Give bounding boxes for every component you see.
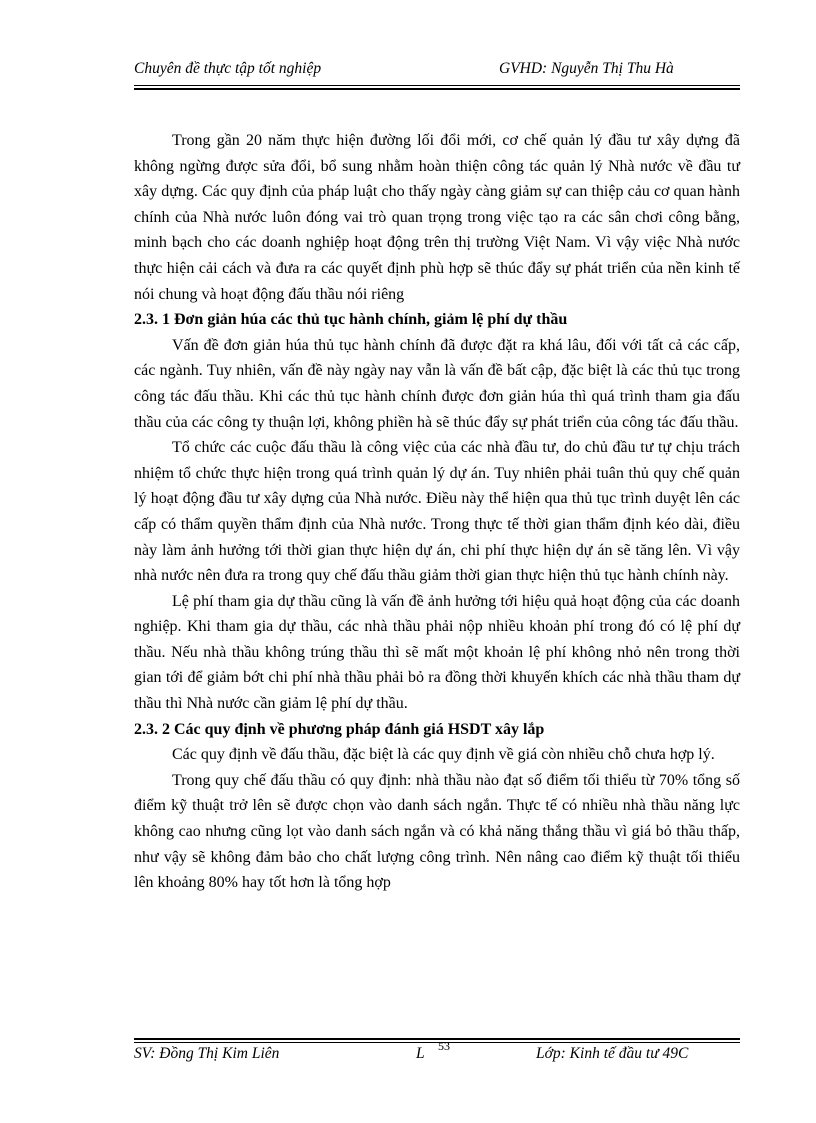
footer-class-name: Lớp: Kinh tế đầu tư 49C [536,1045,689,1062]
body-paragraph: Trong quy chế đấu thầu có quy định: nhà thầu nào đạt số điểm tối thiểu từ 70% tổng số điểm kỹ thuật trở lên sẽ được chọn vào danh sách ngắn. Thực tế có nhiều nhà thầu năng lực không cao nhưng cũng lọt vào danh sách ngắn và có khả năng thắng thầu vì giá bỏ thầu thấp, như vậy sẽ không đảm bảo cho chất lượng công trình. Nên nâng cao điểm kỹ thuật tối thiểu lên khoảng 80% hay tốt hơn là tổng hợp [134,771,740,892]
body-paragraph: Vấn đề đơn giản húa thủ tục hành chính đã được đặt ra khá lâu, đối với tất cả các cấp, các ngành. Tuy nhiên, vấn đề này ngày nay vẫn là vấn đề bất cập, đặc biệt là các thủ tục trong công tác đấu thầu. Khi các thủ tục hành chính được đơn giản húa thì quá trình tham gia đấu thầu của các công ty thuận lợi, không phiền hà sẽ thúc đẩy sự phát triển của công tác đấu thầu. [134,336,740,431]
header-rule-thin [134,85,740,86]
body-paragraph: Trong gần 20 năm thực hiện đường lối đổi mới, cơ chế quản lý đầu tư xây dựng đã không ngừng được sửa đổi, bổ sung nhằm hoàn thiện công tác quản lý Nhà nước về đầu tư xây dựng. Các quy định của pháp luật cho thấy ngày càng giảm sự can thiệp cảu cơ quan hành chính của Nhà nước luôn đóng vai trò quan trọng trong việc tạo ra các sân chơi công bằng, minh bạch cho các doanh nghiệp hoạt động trên thị trường Việt Nam. Vì vậy việc Nhà nước thực hiện cải cách và đưa ra các quyết định phù hợp sẽ thúc đẩy sự phát triển của nền kinh tế nói chung và hoạt động đấu thầu nói riêng [134,132,740,303]
header-left-text: Chuyên đề thực tập tốt nghiệp [134,60,322,77]
body-paragraph: Tổ chức các cuộc đấu thầu là công việc của các nhà đầu tư, do chủ đầu tư tự chịu trách nhiệm tổ chức thực hiện trong quá trình quản lý dự án. Tuy nhiên phải tuân thủ quy chế quản lý hoạt động đầu tư xây dựng của Nhà nước. Điều này thể hiện qua thủ tục trình duyệt lên các cấp có thẩm quyền thẩm định của Nhà nước. Trong thực tế thời gian thẩm định kéo dài, điều này làm ảnh hưởng tới thời gian thực hiện dự án, chi phí thực hiện dự án sẽ tăng lên. Vì vậy nhà nước nên đưa ra trong quy chế đấu thầu giảm thời gian thực hiện thủ tục hành chính này. [134,439,740,585]
section-heading: 2.3. 2 Các quy định về phương pháp đánh giá HSDT xây lắp [134,720,545,738]
footer-rule-thin [134,1042,740,1043]
footer-student-name: SV: Đồng Thị Kim Liên [134,1045,280,1062]
page-header [134,60,740,86]
page-footer [134,1039,740,1069]
header-right-text: GVHD: Nguyễn Thị Thu Hà [499,60,674,77]
body-paragraph: Lệ phí tham gia dự thầu cũng là vấn đề ảnh hưởng tới hiệu quả hoạt động của các doanh nghiệp. Khi tham gia dự thầu, các nhà thầu phải nộp nhiều khoản phí trong đó có lệ phí dự thầu. Nếu nhà thầu không trúng thầu thì sẽ mất một khoản lệ phí không nhỏ nên trong thời gian tới để giảm bớt chi phí nhà thầu phải bỏ ra đồng thời khuyến khích các nhà thầu tham dự thầu thì Nhà nước cần giảm lệ phí dự thầu. [134,592,740,713]
footer-mid-text: L [416,1045,425,1062]
body-paragraph: Các quy định về đấu thầu, đặc biệt là các quy định về giá còn nhiều chỗ chưa hợp lý. [172,746,715,764]
section-heading: 2.3. 1 Đơn giản húa các thủ tục hành chính, giảm lệ phí dự thầu [134,311,568,329]
page-body [134,128,740,896]
header-rule-thick [134,88,740,90]
page-number: 53 [438,1039,450,1053]
footer-rule-thick [134,1038,740,1040]
